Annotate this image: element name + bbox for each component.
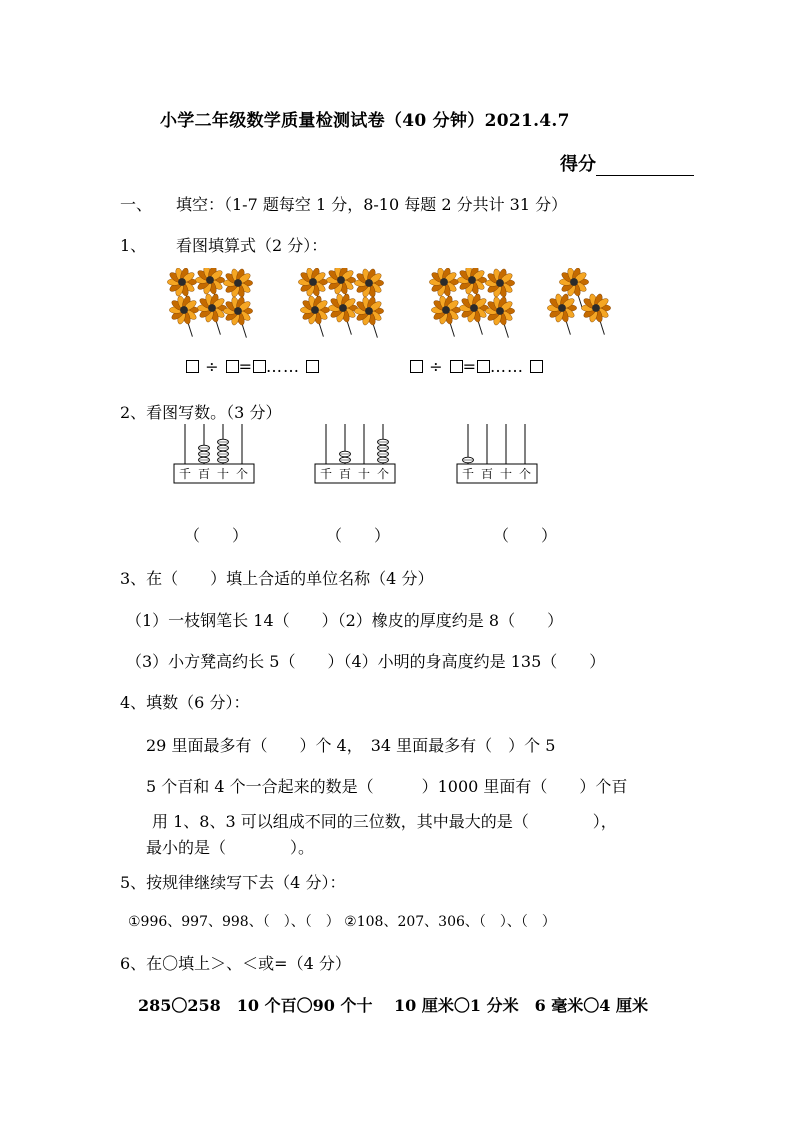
place-label: 个 [235,467,249,481]
flower-icon [581,293,610,335]
place-label: 十 [499,467,513,481]
q3-line-1: （1）一枝钢笔长 14（ ）（2）橡皮的厚度约是 8（ ） [126,611,564,630]
place-label: 个 [518,467,532,481]
score-field [560,150,694,176]
answer-box[interactable] [477,360,490,373]
q4-line-3: 用 1、8、3 可以组成不同的三位数，其中最大的是（ ）， [152,812,617,831]
flower-icon [197,293,226,335]
place-label: 百 [338,467,352,481]
flower-group-2 [297,268,391,346]
q4-line-2: 5 个百和 4 个一合起来的数是（ ）1000 里面有（ ）个百 [146,777,628,796]
answer-box[interactable] [410,360,423,373]
q2-label: 2、看图写数。（3 分） [120,403,282,422]
place-label: 百 [480,467,494,481]
flower-icon [328,293,357,335]
remainder-dots: …… [266,357,300,376]
place-label: 个 [376,467,390,481]
answer-box[interactable] [226,360,239,373]
answer-box[interactable] [306,360,319,373]
place-label: 十 [216,467,230,481]
q1-equation-2 [410,357,543,376]
place-label: 十 [357,467,371,481]
flower-icon [223,296,252,338]
q1-label: 看图填算式（2 分）： [176,236,328,255]
remainder-dots: …… [490,357,524,376]
q5-line-1: ①996、997、998、（ ）、（ ） ②108、207、306、（ ）、（ ） [128,914,556,930]
flower-icon [431,295,460,337]
divide-sign: ÷ [205,357,220,376]
flower-icon [169,295,198,337]
flower-icon [485,296,514,338]
q3-label: 3、在（ ）填上合适的单位名称（4 分） [120,569,434,588]
q6-label: 6、在〇填上＞、＜或=（4 分） [120,954,351,973]
q4-line-1: 29 里面最多有（ ）个 4， 34 里面最多有（ ）个 5 [146,736,556,755]
q4-label: 4、填数（6 分）： [120,693,250,712]
equals-sign: = [238,357,253,376]
place-label: 千 [461,467,475,481]
place-label: 百 [197,467,211,481]
flower-icon [354,296,383,338]
answer-box[interactable] [186,360,199,373]
q2-answer-1[interactable]: （ ） [184,526,249,545]
section-1-label: 填空：（1-7 题每空 1 分，8-10 每题 2 分共计 31 分） [176,195,568,214]
flower-icon [459,293,488,335]
flower-icon [300,295,329,337]
flower-group-3 [428,268,522,346]
abacus-3 [456,422,538,486]
q1-number: 1、 [120,236,147,255]
flower-group-4 [544,268,620,346]
flower-icon [547,293,576,335]
page-title: 小学二年级数学质量检测试卷（40 分钟）2021.4.7 [160,111,570,131]
flower-group-1 [166,268,260,346]
q6-line-1: 285〇258 10 个百〇90 个十 10 厘米〇1 分米 6 毫米〇4 厘米 [138,996,648,1015]
q2-answer-2[interactable]: （ ） [326,526,391,545]
q5-label: 5、按规律继续写下去（4 分）： [120,873,346,892]
abacus-1 [173,422,255,486]
answer-box[interactable] [530,360,543,373]
place-label: 千 [178,467,192,481]
q1-equation-1 [186,357,319,376]
answer-box[interactable] [253,360,266,373]
q4-line-4: 最小的是（ ）。 [146,838,315,857]
score-blank[interactable] [596,157,694,176]
abacus-2 [314,422,396,486]
score-label: 得分 [560,154,596,175]
answer-box[interactable] [450,360,463,373]
q3-line-2: （3）小方凳高约长 5（ ）（4）小明的身高度约是 135（ ） [126,652,606,671]
place-label: 千 [319,467,333,481]
section-1-number: 一、 [120,195,153,214]
q2-answer-3[interactable]: （ ） [493,526,558,545]
equals-sign: = [462,357,477,376]
divide-sign: ÷ [429,357,444,376]
